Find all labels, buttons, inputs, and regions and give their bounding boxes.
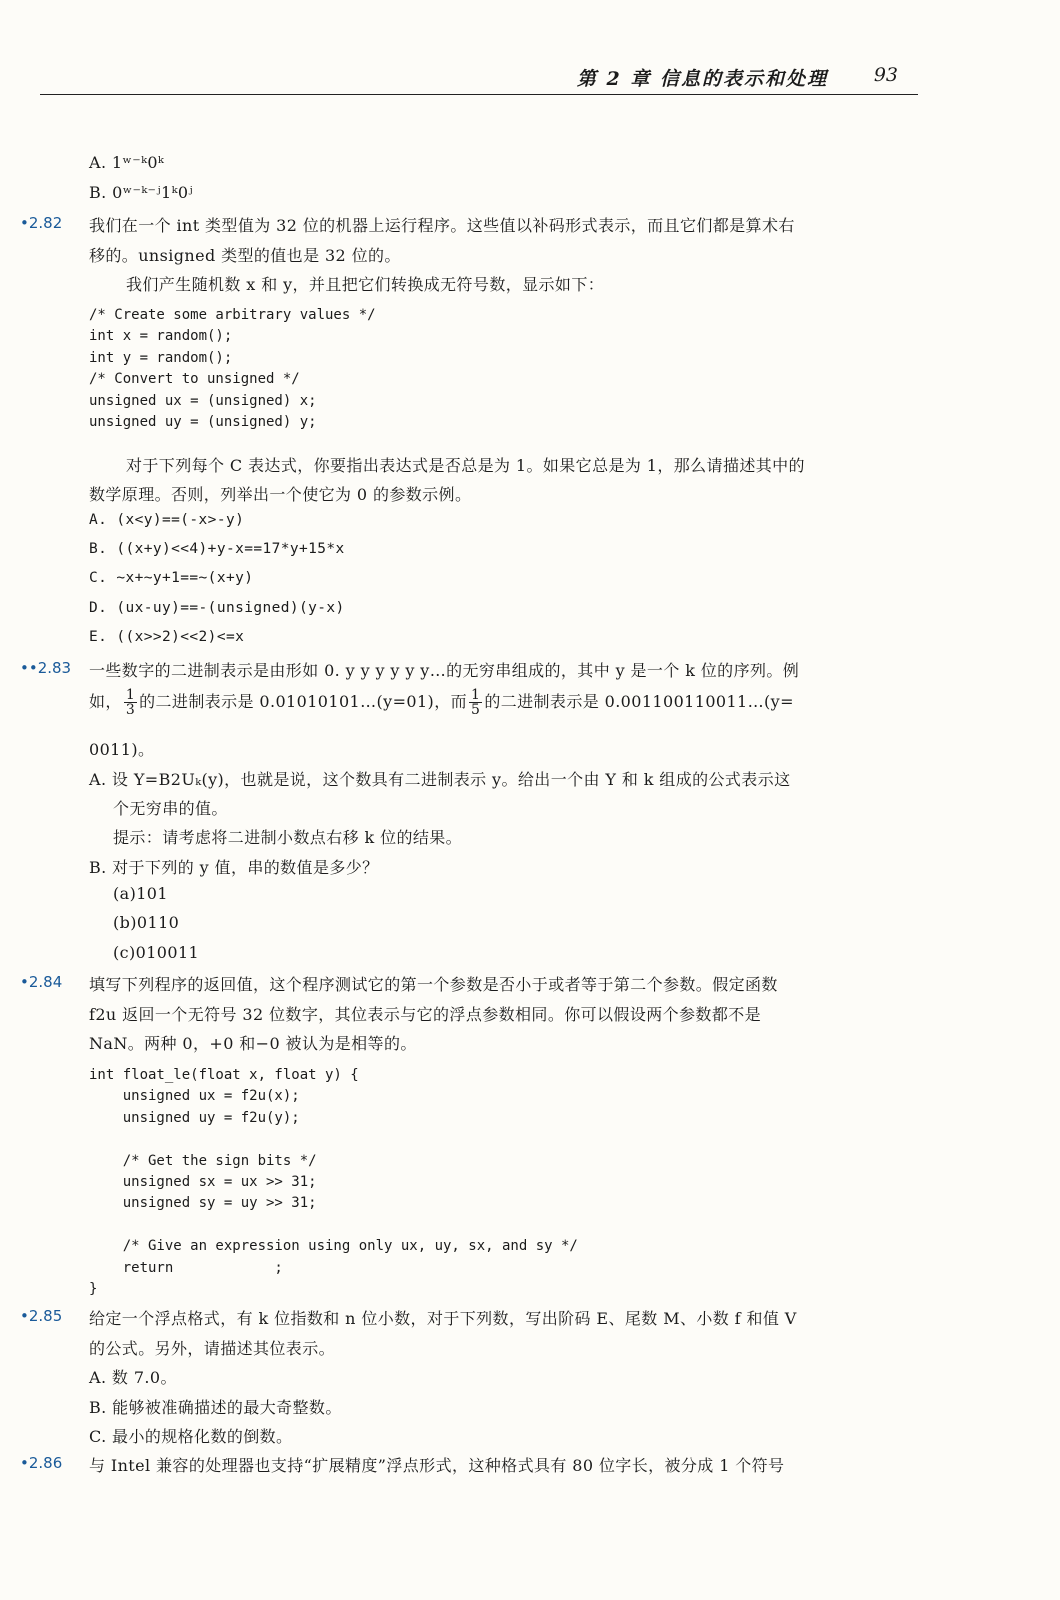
problem-2-82-line-2: 移的。unsigned 类型的值也是 32 位的。: [89, 246, 401, 265]
problem-2-83-hint: 提示：请考虑将二进制小数点右移 k 位的结果。: [113, 828, 463, 847]
prev-option-b: B. 0ʷ⁻ᵏ⁻ʲ1ᵏ0ʲ: [89, 183, 194, 202]
line-2-part-2: 的二进制表示是 0.01010101…(y=01)，而: [139, 692, 468, 711]
problem-number-2-85: •2.85: [20, 1307, 63, 1325]
problem-2-83-line-1: 一些数字的二进制表示是由形如 0. y y y y y y…的无穷串组成的，其中 y 是一个 k 位的序列。例: [89, 661, 800, 680]
fraction-one-third: $\frac{1}{3}$: [125, 687, 136, 718]
problem-2-82-option-e: E. ((x>>2)<<2)<=x: [89, 629, 245, 645]
problem-2-82-line-4: 对于下列每个 C 表达式，你要指出表达式是否总是为 1。如果它总是为 1，那么请描述其中的: [126, 456, 805, 475]
problem-number-2-83: ••2.83: [20, 659, 72, 677]
chapter-title: 第 2 章 信息的表示和处理: [576, 68, 828, 90]
problem-2-85-option-c: C. 最小的规格化数的倒数。: [89, 1427, 293, 1446]
problem-2-84-line-1: 填写下列程序的返回值，这个程序测试它的第一个参数是否小于或者等于第二个参数。假定函数: [89, 975, 778, 994]
problem-2-83-option-a-2: 个无穷串的值。: [113, 799, 228, 818]
problem-number-2-84: •2.84: [20, 973, 63, 991]
problem-2-82-option-c: C. ~x+~y+1==~(x+y): [89, 570, 254, 586]
page-number: 93: [873, 64, 898, 86]
problem-2-83-b-b: (b)0110: [113, 913, 180, 932]
problem-2-84-line-2: f2u 返回一个无符号 32 位数字，其位表示与它的浮点参数相同。你可以假设两个参数都不是: [89, 1005, 762, 1024]
line-2-part-1: 如，: [89, 692, 122, 711]
problem-2-83-b-a: (a)101: [113, 884, 168, 903]
problem-2-82-line-3: 我们产生随机数 x 和 y，并且把它们转换成无符号数，显示如下：: [126, 275, 605, 294]
problem-2-83-option-a-1: A. 设 Y=B2Uₖ(y)，也就是说，这个数具有二进制表示 y。给出一个由 Y 和 k 组成的公式表示这: [89, 770, 791, 789]
problem-2-86-line-1: 与 Intel 兼容的处理器也支持“扩展精度”浮点形式，这种格式具有 80 位字长，被分成 1 个符号: [89, 1456, 785, 1475]
line-2-part-3: 的二进制表示是 0.001100110011…(y=: [484, 692, 794, 711]
problem-2-84-line-3: NaN。两种 0，+0 和−0 被认为是相等的。: [89, 1034, 417, 1053]
problem-2-85-line-2: 的公式。另外，请描述其位表示。: [89, 1339, 336, 1358]
problem-number-2-86: •2.86: [20, 1454, 63, 1472]
problem-2-85-option-b: B. 能够被准确描述的最大奇整数。: [89, 1398, 342, 1417]
prev-option-a: A. 1ʷ⁻ᵏ0ᵏ: [89, 153, 165, 172]
problem-2-83-line-3: 0011)。: [89, 740, 155, 759]
code-block-2-82: /* Create some arbitrary values */ int x = random(); int y = random(); /* Convert to unsigned */ unsigned ux = (unsigned) x; unsigned uy = (unsigned) y;: [89, 307, 376, 431]
fraction-one-fifth: $\frac{1}{5}$: [471, 687, 481, 718]
problem-2-83-line-2: [89, 688, 794, 717]
problem-2-82-line-5: 数学原理。否则，列举出一个使它为 0 的参数示例。: [89, 485, 472, 504]
problem-2-82-option-b: B. ((x+y)<<4)+y-x==17*y+15*x: [89, 541, 345, 557]
problem-2-85-line-1: 给定一个浮点格式，有 k 位指数和 n 位小数，对于下列数，写出阶码 E、尾数 M、小数 f 和值 V: [89, 1309, 797, 1328]
problem-2-85-option-a: A. 数 7.0。: [89, 1368, 177, 1387]
problem-2-82-option-a: A. (x<y)==(-x>-y): [89, 512, 245, 528]
problem-2-82-line-1: 我们在一个 int 类型值为 32 位的机器上运行程序。这些值以补码形式表示，而且它们都是算术右: [89, 216, 795, 235]
problem-2-83-b-c: (c)010011: [113, 943, 200, 962]
code-block-2-84: int float_le(float x, float y) { unsigned ux = f2u(x); unsigned uy = f2u(y); /* Get the sign bits */ unsigned sx = ux >> 31; unsigned sy = uy >> 31; /* Give an expression using only ux, uy, sx, and sy */ return ; }: [89, 1067, 578, 1298]
problem-2-83-option-b: B. 对于下列的 y 值，串的数值是多少？: [89, 858, 379, 877]
running-header: [40, 62, 918, 95]
problem-2-82-option-d: D. (ux-uy)==-(unsigned)(y-x): [89, 600, 345, 616]
problem-number-2-82: •2.82: [20, 214, 63, 232]
